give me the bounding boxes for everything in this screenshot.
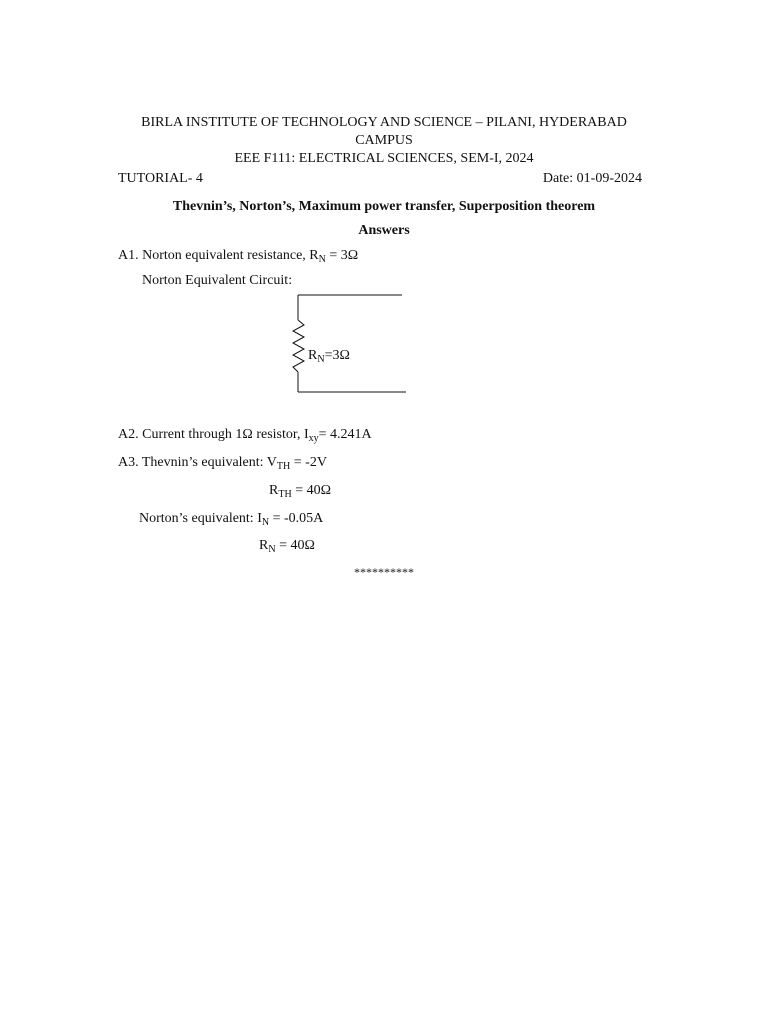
answer-a3-vth: A3. Thevnin’s equivalent: $V_{TH} = -2V$	[118, 455, 327, 472]
answer-a1	[118, 248, 358, 264]
answer-a3-rn: $R_N = 40\Omega$	[259, 538, 315, 555]
institute-name-line1: BIRLA INSTITUTE OF TECHNOLOGY AND SCIENCE – PILANI, HYDERABAD	[141, 115, 627, 130]
resistor-zigzag-icon	[293, 320, 304, 372]
institute-name-line2: CAMPUS	[355, 133, 413, 148]
answer-a2	[118, 427, 372, 443]
a2-text: A2. Current through 1Ω resistor, I	[118, 427, 309, 442]
circuit-caption: Norton Equivalent Circuit:	[142, 273, 293, 288]
answer-a3-in: Norton’s equivalent: $I_N = -0.05A$	[139, 511, 324, 528]
a1-value: = 3Ω	[325, 248, 359, 263]
a2-subscript: xy	[308, 433, 319, 444]
a1-subscript: N	[318, 254, 326, 265]
end-marker: **********	[354, 565, 414, 579]
a2-value: = 4.241A	[318, 427, 372, 442]
topic-heading: Thevnin’s, Norton’s, Maximum power transfer, Superposition theorem	[172, 199, 596, 214]
resistor-label: $R_N=3\Omega$	[308, 348, 350, 365]
tutorial-date: Date: 01-09-2024	[542, 171, 642, 186]
answers-heading: Answers	[358, 223, 410, 238]
course-title: EEE F111: ELECTRICAL SCIENCES, SEM-I, 2024	[234, 151, 534, 166]
norton-circuit-diagram	[290, 288, 420, 400]
tutorial-number: TUTORIAL- 4	[118, 171, 203, 186]
a1-text: A1. Norton equivalent resistance, R	[118, 248, 319, 263]
answer-a3-rth: $R_{TH} = 40\Omega$	[269, 483, 331, 500]
